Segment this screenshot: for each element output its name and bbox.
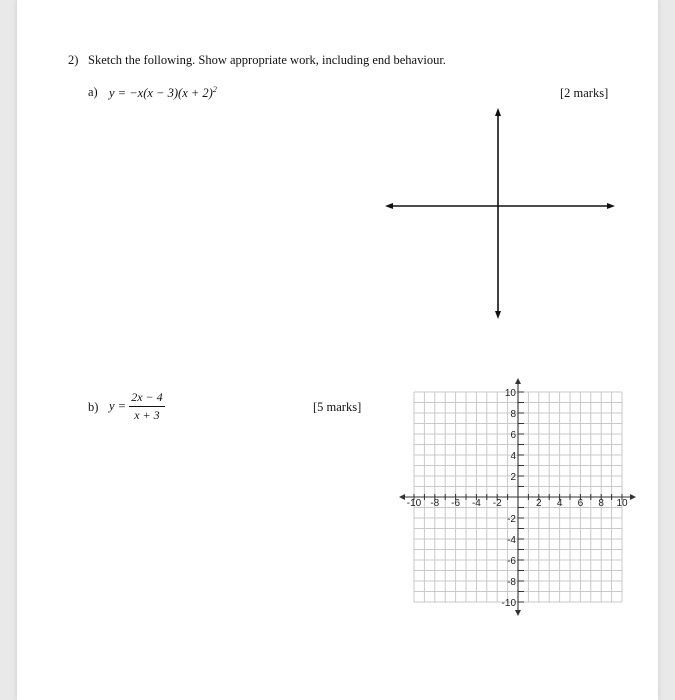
x-tick-label: 10 (616, 498, 628, 509)
x-tick-label: -4 (471, 498, 481, 509)
part-a-y-arrow-down (495, 311, 501, 319)
part-b-fraction (129, 390, 164, 423)
x-tick-label: -10 (406, 498, 422, 509)
y-tick-label: 10 (504, 388, 516, 399)
part-b-numerator: 2x − 4 (129, 390, 164, 407)
part-b-label: b) (88, 400, 99, 414)
part-a-x-arrow-right (607, 203, 615, 209)
part-b-equation (109, 390, 165, 423)
part-b-equation-lhs: y = (109, 399, 130, 413)
y-tick-label: -8 (507, 577, 516, 588)
part-a-marks: [2 marks] (560, 86, 609, 100)
y-tick-label: 6 (510, 430, 516, 441)
y-tick-label: -6 (507, 556, 516, 567)
part-a-label: a) (88, 85, 98, 99)
y-tick-label: 2 (510, 472, 516, 483)
x-tick-label: 2 (536, 498, 542, 509)
y-tick-label: 8 (510, 409, 516, 420)
x-tick-label: 4 (556, 498, 563, 509)
worksheet-page (17, 0, 658, 700)
y-tick-label: 4 (510, 451, 516, 462)
part-a-axes (377, 105, 623, 323)
part-b-y-arrow-down (515, 610, 521, 616)
part-b-x-arrow-right (630, 494, 636, 500)
part-a-equation-lhs: y = (109, 86, 130, 101)
x-tick-label: 6 (577, 498, 584, 509)
part-b-grid (377, 370, 639, 620)
part-a-equation (109, 85, 217, 101)
x-tick-label: -8 (430, 498, 440, 509)
part-b-y-arrow-up (515, 378, 521, 384)
x-tick-label: -6 (451, 498, 461, 509)
part-b-denominator: x + 3 (134, 408, 160, 422)
part-a-x-arrow-left (385, 203, 393, 209)
x-tick-label: 8 (598, 498, 604, 509)
part-a-y-arrow-up (495, 108, 501, 116)
part-a-equation-rhs: −x(x − 3)(x + 2) (129, 86, 213, 101)
x-tick-label: -2 (492, 498, 502, 509)
y-tick-label: -10 (501, 598, 516, 609)
y-tick-label: -4 (507, 535, 516, 546)
question-number: 2) (68, 53, 79, 67)
y-tick-label: -2 (507, 514, 516, 525)
question-prompt: Sketch the following. Show appropriate work, including end behaviour. (88, 53, 446, 67)
part-b-x-arrow-left (399, 494, 405, 500)
part-a-exponent: 2 (212, 85, 217, 94)
part-b-marks: [5 marks] (313, 400, 362, 414)
